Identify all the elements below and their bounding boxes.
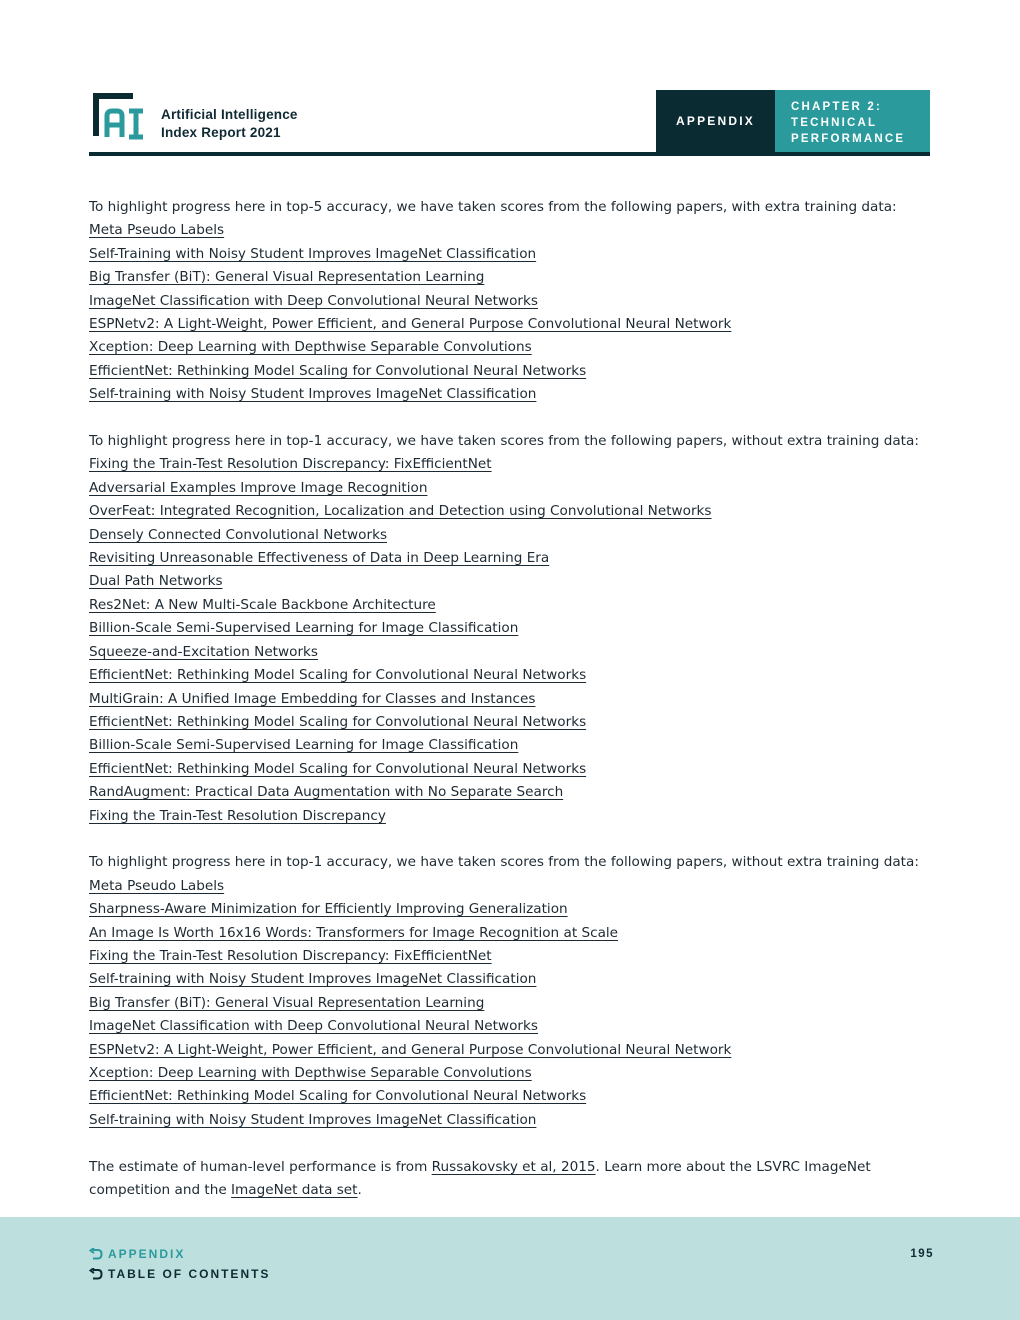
- paper-link[interactable]: RandAugment: Practical Data Augmentation with No Separate Search: [89, 784, 564, 801]
- chapter-tab-line3: PERFORMANCE: [791, 133, 906, 145]
- footer-toc-label: TABLE OF CONTENTS: [108, 1267, 271, 1281]
- paper-link[interactable]: Self-training with Noisy Student Improves ImageNet Classification: [89, 971, 537, 988]
- imagenet-dataset-link[interactable]: ImageNet data set: [231, 1182, 358, 1199]
- footer-appendix-link[interactable]: [89, 1247, 185, 1261]
- paper-link[interactable]: EfficientNet: Rethinking Model Scaling for Convolutional Neural Networks: [89, 362, 587, 379]
- main-content: [89, 196, 939, 1202]
- footer-toc-link[interactable]: [89, 1267, 270, 1281]
- paper-link[interactable]: Self-Training with Noisy Student Improves ImageNet Classification: [89, 245, 537, 262]
- paper-link[interactable]: ImageNet Classification with Deep Convolutional Neural Networks: [89, 292, 538, 309]
- paper-link[interactable]: Xception: Deep Learning with Depthwise Separable Convolutions: [89, 1065, 532, 1081]
- paper-link[interactable]: Self-training with Noisy Student Improves ImageNet Classification: [89, 386, 537, 403]
- closing-paragraph: [89, 1156, 939, 1203]
- paper-link[interactable]: Xception: Deep Learning with Depthwise Separable Convolutions: [89, 339, 532, 356]
- report-title-line2: Index Report 2021: [161, 125, 281, 140]
- top1-no-extra-data-section: [89, 430, 939, 828]
- paper-link[interactable]: Fixing the Train-Test Resolution Discrepancy: FixEfficientNet: [89, 947, 492, 964]
- paper-link[interactable]: Fixing the Train-Test Resolution Discrepancy: [89, 807, 386, 824]
- paper-link[interactable]: Adversarial Examples Improve Image Recognition: [89, 479, 428, 496]
- paper-link[interactable]: MultiGrain: A Unified Image Embedding for Classes and Instances: [89, 690, 536, 707]
- closing-text: The estimate of human-level performance is from: [89, 1158, 432, 1175]
- top5-extra-data-section: [89, 196, 939, 407]
- russakovsky-link[interactable]: Russakovsky et al, 2015: [431, 1158, 596, 1175]
- paper-link[interactable]: Self-training with Noisy Student Improves ImageNet Classification: [89, 1111, 537, 1128]
- paper-link[interactable]: Squeeze-and-Excitation Networks: [89, 643, 318, 660]
- paper-link[interactable]: Dual Path Networks: [89, 573, 223, 590]
- section-intro: To highlight progress here in top-1 accuracy, we have taken scores from the following papers, without extra training data:: [89, 433, 919, 450]
- paper-link[interactable]: ESPNetv2: A Light-Weight, Power Efficient, and General Purpose Convolutional Neural Network: [89, 316, 732, 333]
- paper-link[interactable]: OverFeat: Integrated Recognition, Localization and Detection using Convolutional Networks: [89, 503, 712, 520]
- chapter-tab[interactable]: [775, 90, 930, 152]
- paper-link[interactable]: Revisiting Unreasonable Effectiveness of Data in Deep Learning Era: [89, 550, 550, 567]
- paper-link[interactable]: EfficientNet: Rethinking Model Scaling for Convolutional Neural Networks: [89, 667, 587, 684]
- report-title: [161, 106, 298, 142]
- paper-link[interactable]: Res2Net: A New Multi-Scale Backbone Architecture: [89, 596, 436, 613]
- page-number: 195: [910, 1248, 934, 1260]
- page-footer: [0, 1217, 1020, 1320]
- paper-link[interactable]: Sharpness-Aware Minimization for Efficiently Improving Generalization: [89, 901, 568, 918]
- paper-link[interactable]: Fixing the Train-Test Resolution Discrepancy: FixEfficientNet: [89, 456, 492, 473]
- paper-link[interactable]: EfficientNet: Rethinking Model Scaling for Convolutional Neural Networks: [89, 760, 587, 777]
- paper-link[interactable]: Billion-Scale Semi-Supervised Learning for Image Classification: [89, 737, 519, 754]
- header-divider: [89, 152, 930, 156]
- footer-appendix-label: APPENDIX: [108, 1247, 186, 1261]
- paper-link[interactable]: Big Transfer (BiT): General Visual Representation Learning: [89, 269, 485, 286]
- top1-extra-data-section: [89, 851, 939, 1132]
- paper-link[interactable]: Meta Pseudo Labels: [89, 877, 225, 894]
- paper-link[interactable]: EfficientNet: Rethinking Model Scaling for Convolutional Neural Networks: [89, 713, 587, 730]
- paper-link[interactable]: An Image Is Worth 16x16 Words: Transformers for Image Recognition at Scale: [89, 924, 619, 941]
- paper-link[interactable]: Densely Connected Convolutional Networks: [89, 526, 388, 543]
- ai-logo: [89, 90, 149, 140]
- closing-text: . Learn more about the LSVRC ImageNet: [595, 1158, 871, 1175]
- chapter-tab-line1: CHAPTER 2:: [791, 101, 883, 113]
- appendix-tab[interactable]: [656, 90, 775, 152]
- paper-link[interactable]: Billion-Scale Semi-Supervised Learning for Image Classification: [89, 620, 519, 637]
- appendix-tab-label: APPENDIX: [676, 114, 755, 128]
- section-intro: To highlight progress here in top-1 accuracy, we have taken scores from the following papers, without extra training data:: [89, 854, 919, 871]
- chapter-tab-line2: TECHNICAL: [791, 117, 878, 129]
- closing-text: competition and the: [89, 1182, 232, 1199]
- paper-link[interactable]: Meta Pseudo Labels: [89, 222, 225, 239]
- section-intro: To highlight progress here in top-5 accuracy, we have taken scores from the following papers, with extra training data:: [89, 199, 897, 215]
- report-title-line1: Artificial Intelligence: [161, 107, 298, 122]
- closing-text: .: [357, 1182, 362, 1199]
- paper-link[interactable]: Big Transfer (BiT): General Visual Representation Learning: [89, 994, 485, 1011]
- return-arrow-icon: [89, 1268, 103, 1281]
- paper-link[interactable]: EfficientNet: Rethinking Model Scaling for Convolutional Neural Networks: [89, 1088, 587, 1105]
- closing-line2: [89, 1179, 939, 1202]
- return-arrow-icon: [89, 1248, 103, 1261]
- paper-link[interactable]: ESPNetv2: A Light-Weight, Power Efficient, and General Purpose Convolutional Neural Network: [89, 1041, 732, 1058]
- paper-link[interactable]: ImageNet Classification with Deep Convolutional Neural Networks: [89, 1018, 538, 1035]
- closing-line1: [89, 1156, 939, 1179]
- page-header: [89, 90, 930, 152]
